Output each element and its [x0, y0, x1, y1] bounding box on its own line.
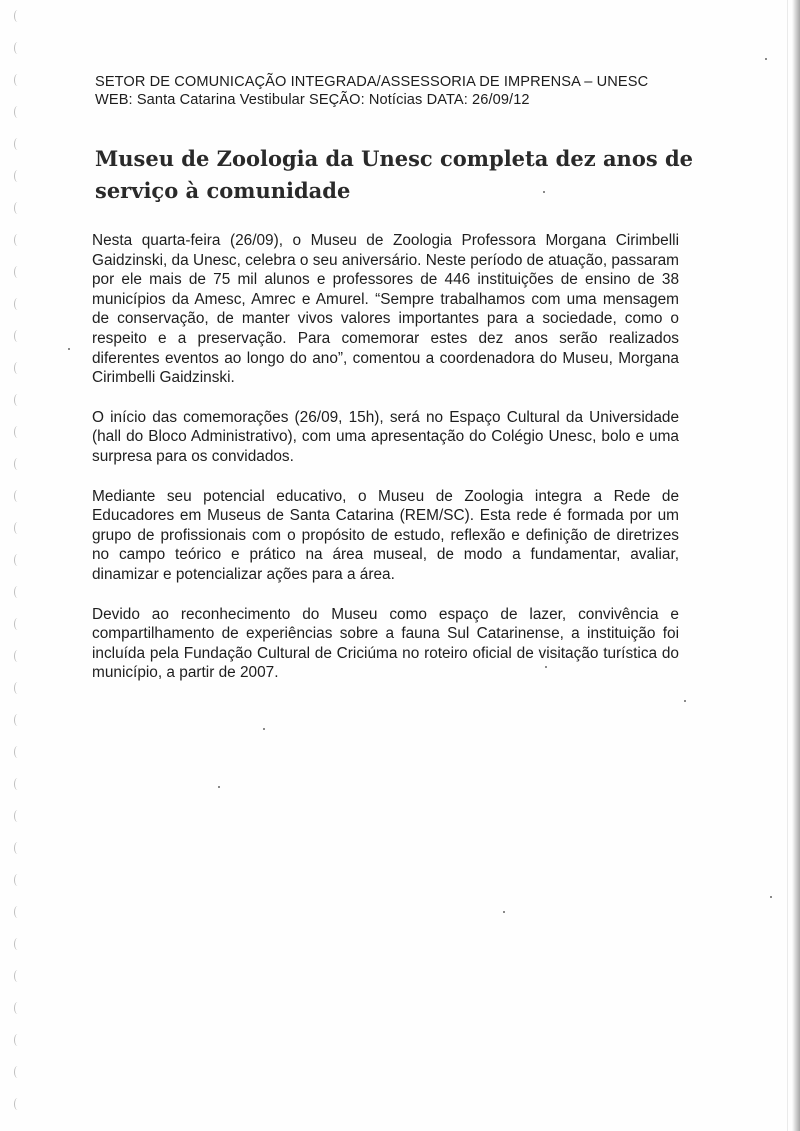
article-paragraph-2: O início das comemorações (26/09, 15h), será no Espaço Cultural da Universidade (hall do Bloco Administrativo), com uma apresentação do Colégio Unesc, bolo e uma surpresa para os convidados.: [92, 408, 679, 465]
binder-holes: [14, 4, 34, 1124]
article-paragraph-1: Nesta quarta-feira (26/09), o Museu de Zoologia Professora Morgana Cirimbelli Gaidzinski, da Unesc, celebra o seu aniversário. Neste período de atuação, passaram por ele mais de 75 mil alunos e professores de 446 instituições de ensino de 38 municípios da Amesc, Amrec e Amurel. “Sempre trabalhamos com uma mensagem de conservação, de manter vivos valores importantes para a sociedade, como o respeito e a preservação. Para comemorar estes dez anos serão realizados diferentes eventos ao longo do ano”, comentou a coordenadora do Museu, Morgana Cirimbelli Gaidzinski.: [92, 232, 679, 387]
article-body: [92, 231, 679, 703]
scan-speck: [503, 911, 505, 913]
header-meta: WEB: Santa Catarina Vestibular SEÇÃO: Notícias DATA: 26/09/12: [95, 92, 530, 108]
scan-speck: [263, 728, 265, 730]
scan-edge-shadow: [792, 0, 800, 1131]
scan-speck: [765, 58, 767, 60]
article-title: Museu de Zoologia da Unesc completa dez anos de serviço à comunidade: [95, 146, 693, 203]
scan-speck: [543, 191, 545, 193]
article-paragraph-3: Mediante seu potencial educativo, o Museu de Zoologia integra a Rede de Educadores em Museus de Santa Catarina (REM/SC). Esta rede é formada por um grupo de profissionais com o propósito de estudo, reflexão e definição de diretrizes no campo teórico e prático na área museal, de modo a fundamentar, avaliar, dinamizar e potencializar ações para a área.: [92, 487, 679, 583]
scan-speck: [218, 786, 220, 788]
document-header: [95, 73, 735, 109]
scan-edge-line: [787, 0, 788, 1131]
scan-speck: [684, 700, 686, 702]
article-paragraph-4: Devido ao reconhecimento do Museu como espaço de lazer, convivência e compartilhamento de experiências sobre a fauna Sul Catarinense, a instituição foi incluída pela Fundação Cultural de Criciúma no roteiro oficial de visitação turística do município, a partir de 2007.: [92, 605, 679, 682]
scan-speck: [770, 896, 772, 898]
header-department: SETOR DE COMUNICAÇÃO INTEGRADA/ASSESSORIA DE IMPRENSA – UNESC: [95, 74, 649, 90]
scan-speck: [68, 348, 70, 350]
scan-speck: [545, 666, 547, 668]
